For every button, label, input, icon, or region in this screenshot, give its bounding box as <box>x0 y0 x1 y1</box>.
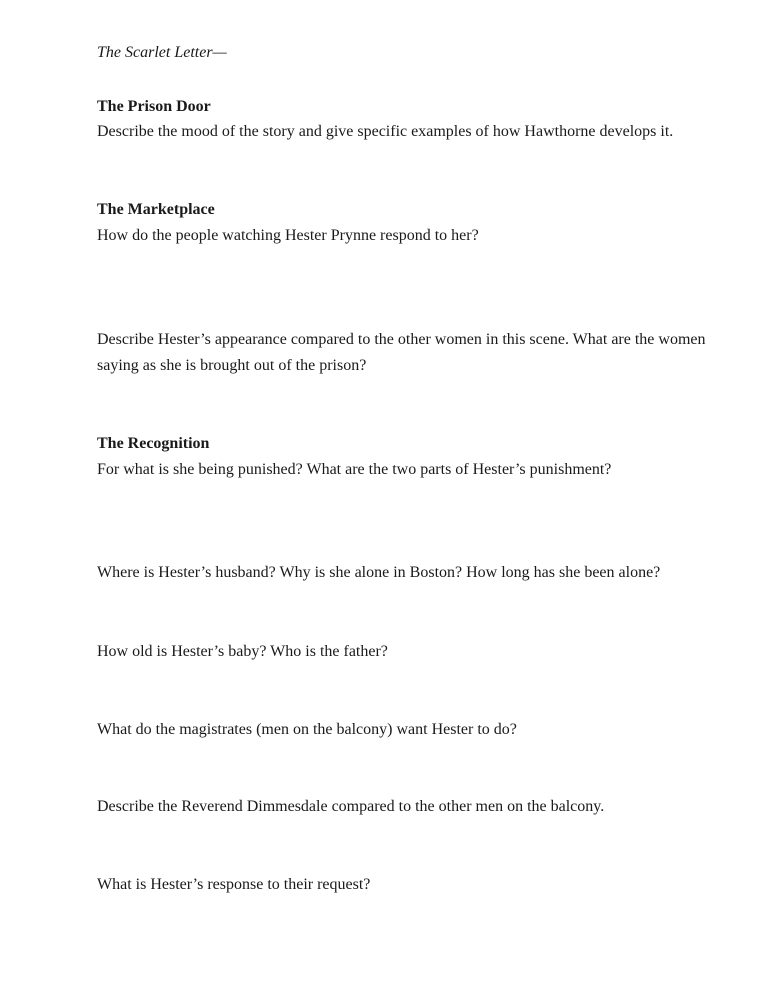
document-title: The Scarlet Letter— <box>97 44 227 61</box>
section-heading-recognition: The Recognition <box>97 435 210 452</box>
question-people-response: How do the people watching Hester Prynne respond to her? <box>97 227 479 244</box>
question-punishment: For what is she being punished? What are the two parts of Hester’s punishment? <box>97 461 612 478</box>
question-mood: Describe the mood of the story and give specific examples of how Hawthorne develops it. <box>97 123 674 140</box>
question-magistrates: What do the magistrates (men on the balcony) want Hester to do? <box>97 721 517 738</box>
question-husband: Where is Hester’s husband? Why is she alone in Boston? How long has she been alone? <box>97 564 661 581</box>
section-heading-marketplace: The Marketplace <box>97 201 215 218</box>
section-heading-prison-door: The Prison Door <box>97 98 211 115</box>
question-appearance-line1: Describe Hester’s appearance compared to the other women in this scene. What are the women <box>97 331 706 348</box>
question-hester-response: What is Hester’s response to their request? <box>97 876 371 893</box>
question-baby: How old is Hester’s baby? Who is the father? <box>97 643 388 660</box>
question-dimmesdale: Describe the Reverend Dimmesdale compared to the other men on the balcony. <box>97 798 605 815</box>
question-appearance-line2: saying as she is brought out of the prison? <box>97 357 367 374</box>
